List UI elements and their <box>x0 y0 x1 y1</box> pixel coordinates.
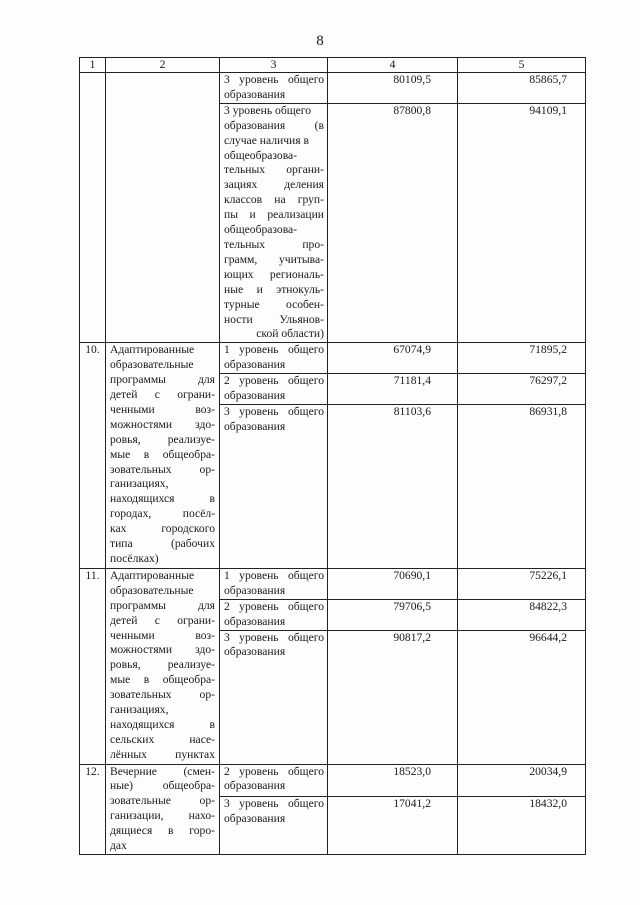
name-line: зовательных ор- <box>110 462 215 476</box>
column-header: 4 <box>328 58 458 73</box>
name-line: образовательные <box>110 583 194 597</box>
name-line: Адаптированные <box>110 568 195 582</box>
level-line: ской области) <box>256 327 324 341</box>
name-line: лённых пунктах <box>110 747 215 761</box>
level-line: пы и реализации <box>224 208 324 222</box>
education-level-cell: 2 уровень общего образования <box>220 764 328 796</box>
value-col4: 71181,4 <box>328 374 458 405</box>
table-row <box>80 343 586 374</box>
name-line: дах <box>110 839 127 853</box>
name-line: зовательных ор- <box>110 688 215 702</box>
name-line: ровья, реализуе- <box>110 658 215 672</box>
name-line: городах, посёл- <box>110 507 215 521</box>
name-line: мые в общеобра- <box>110 673 215 687</box>
education-level-cell: 3 уровень общего образования <box>220 404 328 568</box>
value-col4: 79706,5 <box>328 599 458 630</box>
name-line: можностями здо- <box>110 417 215 431</box>
value-col4: 87800,8 <box>328 103 458 343</box>
level-line: тельных про- <box>224 237 324 251</box>
level-line: образования (в <box>224 118 324 132</box>
name-line: ченными воз- <box>110 402 215 416</box>
value-col5: 75226,1 <box>458 568 586 599</box>
level-line: ющих региональ- <box>224 267 324 281</box>
name-line: ганизации, нахо- <box>110 809 215 823</box>
name-line: зовательные ор- <box>110 794 215 808</box>
level-line: грамм, учитыва- <box>224 252 324 266</box>
value-col5: 84822,3 <box>458 599 586 630</box>
row-number-cell: 11. <box>80 568 106 764</box>
value-col4: 18523,0 <box>328 764 458 796</box>
name-line: ные) общеобра- <box>110 779 215 793</box>
column-header: 1 <box>80 58 106 73</box>
column-header: 3 <box>220 58 328 73</box>
education-level-cell: 3 уровень общего образования <box>220 630 328 764</box>
level-line: общеобразова- <box>224 223 298 237</box>
name-line: можностями здо- <box>110 643 215 657</box>
name-line: находящихся в <box>110 718 215 731</box>
education-level-cell: 3 уровень общего образования <box>220 73 328 104</box>
name-line: ганизациях, <box>110 703 169 717</box>
value-col5: 96644,2 <box>458 630 586 764</box>
value-col4: 80109,5 <box>328 73 458 104</box>
name-line: находящихся в <box>110 492 215 506</box>
value-col5: 76297,2 <box>458 374 586 405</box>
name-line: дящиеся в горо- <box>110 824 215 838</box>
row-number-cell <box>80 73 106 343</box>
name-line: Вечерние (смен- <box>110 764 215 778</box>
name-line: Адаптированные <box>110 343 195 357</box>
table-row <box>80 568 586 599</box>
name-line: сельских насе- <box>110 732 215 746</box>
program-name-cell <box>106 568 220 764</box>
name-line: типа (рабочих <box>110 537 215 551</box>
value-col5: 86931,8 <box>458 404 586 568</box>
name-line: посёлках) <box>110 552 159 565</box>
program-name-cell <box>106 343 220 569</box>
value-col5: 85865,7 <box>458 73 586 104</box>
education-level-cell: 3 уровень общего образования <box>220 797 328 855</box>
level-line: 3 уровень общего <box>224 103 312 117</box>
name-line: программы для <box>110 598 215 612</box>
name-line: детей с ограни- <box>110 613 215 627</box>
level-line: случае наличия в <box>224 133 309 147</box>
value-col5: 94109,1 <box>458 103 586 343</box>
row-number-cell: 12. <box>80 764 106 854</box>
table-row <box>80 764 586 796</box>
value-col4: 67074,9 <box>328 343 458 374</box>
level-line: классов на груп- <box>224 193 324 207</box>
value-col4: 70690,1 <box>328 568 458 599</box>
row-number-cell: 10. <box>80 343 106 569</box>
level-line: зациях деления <box>224 178 324 192</box>
name-line: ровья, реализуе- <box>110 432 215 446</box>
column-header: 2 <box>106 58 220 73</box>
level-line: ные и этнокуль- <box>224 282 324 296</box>
level-line: общеобразова- <box>224 148 298 162</box>
education-level-cell: 1 уровень общего образования <box>220 343 328 374</box>
tariff-table <box>79 57 586 855</box>
education-level-cell: 2 уровень общего образования <box>220 374 328 405</box>
name-line: ченными воз- <box>110 628 215 642</box>
education-level-cell: 2 уровень общего образования <box>220 599 328 630</box>
name-line: ках городского <box>110 522 215 536</box>
value-col4: 81103,6 <box>328 404 458 568</box>
value-col5: 71895,2 <box>458 343 586 374</box>
value-col5: 18432,0 <box>458 797 586 855</box>
name-line: программы для <box>110 373 215 387</box>
column-header: 5 <box>458 58 586 73</box>
value-col4: 17041,2 <box>328 797 458 855</box>
education-level-cell: 1 уровень общего образования <box>220 568 328 599</box>
name-line: образовательные <box>110 358 194 372</box>
program-name-cell <box>106 73 220 343</box>
program-name-cell <box>106 764 220 854</box>
table-row <box>80 73 586 104</box>
level-line: турные особен- <box>224 297 324 311</box>
level-line: тельных органи- <box>224 163 324 177</box>
education-level-cell <box>220 103 328 343</box>
value-col5: 20034,9 <box>458 764 586 796</box>
name-line: мые в общеобра- <box>110 447 215 461</box>
name-line: детей с ограни- <box>110 388 215 402</box>
level-line: ности Ульянов- <box>224 312 324 326</box>
page-number: 8 <box>316 33 324 49</box>
name-line: ганизациях, <box>110 477 169 491</box>
table-header-row <box>80 58 586 73</box>
value-col4: 90817,2 <box>328 630 458 764</box>
